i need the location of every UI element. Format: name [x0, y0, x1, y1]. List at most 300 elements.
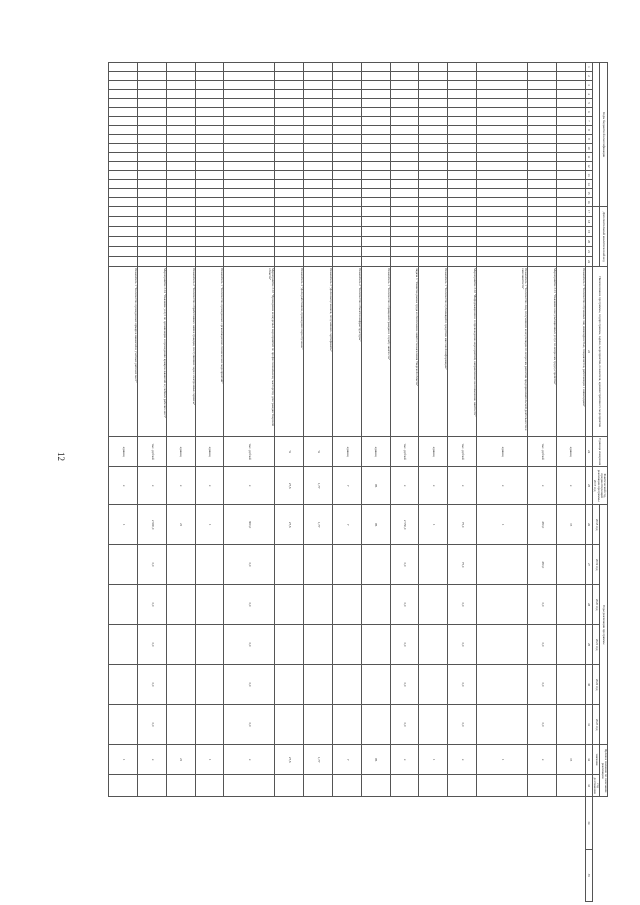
row-value — [109, 705, 138, 745]
code-cell — [138, 135, 167, 144]
header-unit: Единица измерения — [592, 437, 607, 467]
code-cell — [195, 257, 224, 267]
row-name: Мероприятие 3.02 "Информационное сопровождение мероприятий, направленных на повышение занятости" — [448, 267, 477, 437]
code-cell — [419, 180, 448, 189]
row-unit: тыс. рублей — [390, 437, 419, 467]
code-cell — [195, 237, 224, 247]
code-cell — [390, 227, 419, 237]
code-cell — [332, 189, 361, 198]
code-cell — [390, 144, 419, 153]
code-cell — [166, 99, 195, 108]
code-cell — [361, 162, 390, 171]
row-value: 7 — [332, 745, 361, 775]
header-year-2023: 2023 год — [592, 705, 600, 745]
code-cell — [304, 153, 333, 162]
code-cell — [275, 117, 304, 126]
row-value: x — [390, 745, 419, 775]
code-cell — [275, 198, 304, 207]
row-value — [361, 545, 390, 585]
row-name: Показатель 1 "Количество лиц, получивших консультации по вопросам развития предпринимательской деятельности и самозанятости" — [476, 267, 527, 437]
row-unit: единиц — [332, 437, 361, 467]
code-cell — [556, 237, 585, 247]
row-value — [166, 665, 195, 705]
row-value — [419, 705, 448, 745]
code-cell — [304, 144, 333, 153]
code-cell — [419, 135, 448, 144]
code-cell — [138, 257, 167, 267]
row-actual: x — [166, 467, 195, 505]
code-cell — [527, 99, 556, 108]
row-value — [166, 625, 195, 665]
code-cell — [556, 189, 585, 198]
code-cell — [527, 153, 556, 162]
code-cell — [166, 117, 195, 126]
code-cell — [195, 247, 224, 257]
code-cell — [304, 99, 333, 108]
code-cell — [476, 247, 527, 257]
code-cell — [527, 180, 556, 189]
code-cell — [419, 189, 448, 198]
row-value — [166, 775, 195, 797]
code-cell — [224, 217, 275, 227]
code-cell — [556, 126, 585, 135]
row-value — [476, 705, 527, 745]
row-value: 21 — [166, 745, 195, 775]
code-cell — [476, 162, 527, 171]
row-value — [361, 775, 390, 797]
code-cell — [361, 217, 390, 227]
code-cell — [332, 217, 361, 227]
code-cell — [332, 63, 361, 72]
column-number: 2 — [585, 72, 592, 81]
code-cell — [304, 180, 333, 189]
code-cell — [332, 99, 361, 108]
code-cell — [109, 247, 138, 257]
row-actual: x — [138, 467, 167, 505]
row-value: 27,6 — [275, 505, 304, 545]
code-cell — [390, 117, 419, 126]
row-unit: тыс. рублей — [448, 437, 477, 467]
row-actual: 86 — [361, 467, 390, 505]
code-cell — [476, 189, 527, 198]
row-value — [275, 585, 304, 625]
code-cell — [476, 72, 527, 81]
code-cell — [556, 72, 585, 81]
row-value: 0,0 — [138, 665, 167, 705]
header-target-value: значение — [592, 745, 600, 775]
code-cell — [275, 227, 304, 237]
column-number: 30 — [585, 665, 592, 705]
code-cell — [556, 180, 585, 189]
code-cell — [527, 207, 556, 217]
code-cell — [556, 171, 585, 180]
row-value: 1 — [476, 745, 527, 775]
row-value — [527, 775, 556, 797]
code-cell — [448, 171, 477, 180]
code-cell — [109, 237, 138, 247]
header-target: Целевое значение по окончании реализации — [600, 745, 608, 797]
code-cell — [476, 237, 527, 247]
row-value — [195, 705, 224, 745]
row-actual: 27,6 — [275, 467, 304, 505]
row-value — [109, 625, 138, 665]
code-cell — [275, 171, 304, 180]
row-value: 1 — [109, 505, 138, 545]
code-cell — [224, 257, 275, 267]
column-number: 7 — [585, 117, 592, 126]
row-value — [195, 625, 224, 665]
code-cell — [224, 99, 275, 108]
code-cell — [224, 144, 275, 153]
code-cell — [109, 171, 138, 180]
table-row — [195, 63, 224, 902]
code-cell — [419, 207, 448, 217]
code-cell — [476, 257, 527, 267]
code-cell — [448, 81, 477, 90]
code-cell — [361, 153, 390, 162]
code-cell — [166, 81, 195, 90]
row-value — [556, 775, 585, 797]
code-cell — [527, 171, 556, 180]
row-value — [275, 665, 304, 705]
code-cell — [166, 189, 195, 198]
code-cell — [138, 189, 167, 198]
code-cell — [527, 117, 556, 126]
code-cell — [109, 198, 138, 207]
code-cell — [556, 257, 585, 267]
code-cell — [138, 99, 167, 108]
table-row — [419, 63, 448, 902]
row-unit: тыс. рублей — [138, 437, 167, 467]
header-year-2019: 2019 год — [592, 545, 600, 585]
row-name: Показатель 1 "Количество проведенных организационно-технических мероприятий" — [195, 267, 224, 437]
row-actual: x — [224, 467, 275, 505]
column-number-row — [585, 63, 592, 902]
row-value: 15 — [556, 745, 585, 775]
row-value: 0,0 — [224, 665, 275, 705]
code-cell — [109, 180, 138, 189]
code-cell — [390, 108, 419, 117]
code-cell — [275, 144, 304, 153]
code-cell — [166, 108, 195, 117]
code-cell — [332, 247, 361, 257]
row-value — [556, 585, 585, 625]
code-cell — [332, 180, 361, 189]
code-cell — [419, 171, 448, 180]
column-number: 18 — [585, 217, 592, 227]
row-value: 450,0 — [527, 545, 556, 585]
code-cell — [527, 81, 556, 90]
code-cell — [166, 237, 195, 247]
code-cell — [419, 237, 448, 247]
code-cell — [361, 247, 390, 257]
code-cell — [448, 99, 477, 108]
row-value: 1 — [476, 505, 527, 545]
code-cell — [166, 198, 195, 207]
row-unit: единиц — [419, 437, 448, 467]
code-cell — [556, 99, 585, 108]
row-value — [275, 775, 304, 797]
code-cell — [332, 171, 361, 180]
code-cell — [166, 153, 195, 162]
row-value — [361, 665, 390, 705]
code-cell — [275, 207, 304, 217]
code-cell — [476, 108, 527, 117]
row-value — [304, 585, 333, 625]
code-cell — [224, 207, 275, 217]
row-value — [556, 545, 585, 585]
table-row — [332, 63, 361, 902]
code-cell — [195, 63, 224, 72]
code-cell — [361, 189, 390, 198]
code-cell — [195, 217, 224, 227]
code-cell — [138, 171, 167, 180]
row-value — [419, 585, 448, 625]
row-value: x — [224, 745, 275, 775]
row-value — [304, 705, 333, 745]
row-value: 1 — [109, 745, 138, 775]
code-cell — [275, 189, 304, 198]
code-cell — [390, 247, 419, 257]
code-cell — [527, 63, 556, 72]
code-cell — [109, 108, 138, 117]
code-cell — [361, 144, 390, 153]
code-cell — [138, 90, 167, 99]
header-name: Наименование программы, подпрограммы, задачи, мероприятия, показателя, административного мероприятия — [592, 267, 607, 437]
code-cell — [304, 135, 333, 144]
row-value — [419, 625, 448, 665]
row-value — [275, 705, 304, 745]
header-year-2020: 2020 год — [592, 585, 600, 625]
row-value — [304, 665, 333, 705]
code-cell — [361, 207, 390, 217]
code-cell — [304, 162, 333, 171]
code-cell — [419, 99, 448, 108]
column-number: 9 — [585, 135, 592, 144]
code-cell — [224, 72, 275, 81]
row-name: Показатель 2 "Количество объектов инфраструктуры" — [332, 267, 361, 437]
code-cell — [419, 126, 448, 135]
code-cell — [448, 227, 477, 237]
code-cell — [448, 257, 477, 267]
code-cell — [448, 108, 477, 117]
code-cell — [138, 207, 167, 217]
code-cell — [332, 198, 361, 207]
code-cell — [138, 237, 167, 247]
code-cell — [527, 247, 556, 257]
code-cell — [138, 180, 167, 189]
code-cell — [138, 247, 167, 257]
code-cell — [224, 90, 275, 99]
row-value: x — [527, 745, 556, 775]
code-cell — [556, 153, 585, 162]
row-name: Мероприятие 3.04 "Оказание услуг по организации и проведению ярмарок вакансий и учебных рабочих мест" — [138, 267, 167, 437]
header-period: Годы реализации программы — [600, 505, 608, 745]
code-cell — [419, 162, 448, 171]
code-cell — [361, 180, 390, 189]
row-value: 21 — [166, 505, 195, 545]
row-unit: единиц — [476, 437, 527, 467]
row-value: 1 — [419, 505, 448, 545]
code-cell — [138, 72, 167, 81]
code-cell — [448, 180, 477, 189]
column-number: 22 — [585, 257, 592, 267]
row-value — [332, 545, 361, 585]
code-cell — [419, 90, 448, 99]
code-cell — [332, 144, 361, 153]
row-value: 0,0 — [390, 705, 419, 745]
row-actual: 7 — [332, 467, 361, 505]
code-cell — [527, 162, 556, 171]
column-number: 17 — [585, 207, 592, 217]
code-cell — [109, 153, 138, 162]
code-cell — [195, 144, 224, 153]
code-cell — [275, 162, 304, 171]
row-value: 15 — [556, 505, 585, 545]
row-value — [332, 625, 361, 665]
row-value: 0,0 — [527, 665, 556, 705]
row-value: 0,0 — [224, 545, 275, 585]
row-value: 1,77 — [304, 745, 333, 775]
code-cell — [304, 72, 333, 81]
code-cell — [304, 171, 333, 180]
code-cell — [476, 144, 527, 153]
row-value: 1 — [419, 745, 448, 775]
code-cell — [527, 108, 556, 117]
code-cell — [556, 81, 585, 90]
code-cell — [476, 180, 527, 189]
code-cell — [390, 171, 419, 180]
row-value: 0,0 — [224, 585, 275, 625]
row-value — [361, 705, 390, 745]
row-value: 900,0 — [224, 505, 275, 545]
code-cell — [224, 162, 275, 171]
column-number: 26 — [585, 505, 592, 545]
code-cell — [332, 227, 361, 237]
code-cell — [138, 81, 167, 90]
row-unit: единиц — [109, 437, 138, 467]
code-cell — [419, 257, 448, 267]
row-name: Показатель 1 "Количество проведенных ярмарок вакансий и учебных рабочих мест" — [109, 267, 138, 437]
row-value: 75,0 — [448, 545, 477, 585]
code-cell — [390, 257, 419, 267]
code-cell — [332, 162, 361, 171]
code-cell — [476, 126, 527, 135]
row-name: Показатель 3 "Количество обученных лиц инвалидностью, специалистов, работающих с инвалидами" — [556, 267, 585, 437]
code-cell — [448, 72, 477, 81]
code-cell — [138, 217, 167, 227]
code-cell — [556, 247, 585, 257]
row-name: Мероприятие 3.01 "Оказание консультационных услуг по вопросам трудоустройства" — [527, 267, 556, 437]
row-name: Показатель 1 "Количество обращений граждан в службу занятости" — [361, 267, 390, 437]
code-cell — [361, 198, 390, 207]
column-number: 19 — [585, 227, 592, 237]
code-cell — [448, 207, 477, 217]
code-cell — [224, 126, 275, 135]
code-cell — [390, 81, 419, 90]
code-cell — [419, 217, 448, 227]
row-value — [419, 775, 448, 797]
code-cell — [527, 227, 556, 237]
code-cell — [304, 90, 333, 99]
header-actual: Фактический год, предшествующий реализации программы 2017 год — [592, 467, 607, 505]
row-value: 0,0 — [390, 665, 419, 705]
code-cell — [224, 171, 275, 180]
code-cell — [138, 153, 167, 162]
row-value: 2 900,0 — [138, 505, 167, 545]
column-number: 5 — [585, 99, 592, 108]
code-cell — [166, 257, 195, 267]
code-cell — [275, 217, 304, 227]
code-cell — [448, 144, 477, 153]
code-cell — [138, 117, 167, 126]
code-cell — [390, 189, 419, 198]
code-cell — [109, 162, 138, 171]
code-cell — [419, 227, 448, 237]
row-unit: единиц — [361, 437, 390, 467]
code-cell — [476, 63, 527, 72]
column-number: 20 — [585, 237, 592, 247]
row-unit: единиц — [195, 437, 224, 467]
code-cell — [527, 257, 556, 267]
code-cell — [195, 81, 224, 90]
row-value — [304, 545, 333, 585]
column-number: 11 — [585, 153, 592, 162]
row-actual: x — [448, 467, 477, 505]
code-cell — [195, 72, 224, 81]
code-cell — [361, 63, 390, 72]
code-cell — [556, 217, 585, 227]
code-cell — [332, 117, 361, 126]
row-unit: единиц — [166, 437, 195, 467]
row-value: 0,0 — [390, 585, 419, 625]
code-cell — [332, 90, 361, 99]
code-cell — [476, 171, 527, 180]
row-value: 0,0 — [224, 705, 275, 745]
row-value: 7 — [332, 505, 361, 545]
code-cell — [476, 81, 527, 90]
row-value — [109, 585, 138, 625]
code-cell — [109, 207, 138, 217]
code-cell — [527, 237, 556, 247]
page-number: 12 — [56, 452, 66, 461]
code-cell — [109, 135, 138, 144]
header-year-2018: 2018 год — [592, 505, 600, 545]
row-value — [419, 665, 448, 705]
code-cell — [166, 247, 195, 257]
code-cell — [556, 227, 585, 237]
code-cell — [304, 81, 333, 90]
row-value: 1 — [195, 745, 224, 775]
code-cell — [195, 126, 224, 135]
code-cell — [304, 207, 333, 217]
row-value — [361, 625, 390, 665]
code-cell — [109, 72, 138, 81]
code-cell — [361, 237, 390, 247]
code-cell — [556, 198, 585, 207]
code-cell — [476, 207, 527, 217]
code-cell — [390, 198, 419, 207]
column-number: 34 — [585, 797, 592, 849]
row-value: 0,0 — [138, 545, 167, 585]
code-cell — [527, 135, 556, 144]
row-name: Показатель 1 "Количество публикаций в средствах массовой информации" — [419, 267, 448, 437]
code-cell — [166, 63, 195, 72]
row-actual: x — [527, 467, 556, 505]
code-cell — [448, 135, 477, 144]
code-cell — [448, 117, 477, 126]
row-value — [224, 775, 275, 797]
